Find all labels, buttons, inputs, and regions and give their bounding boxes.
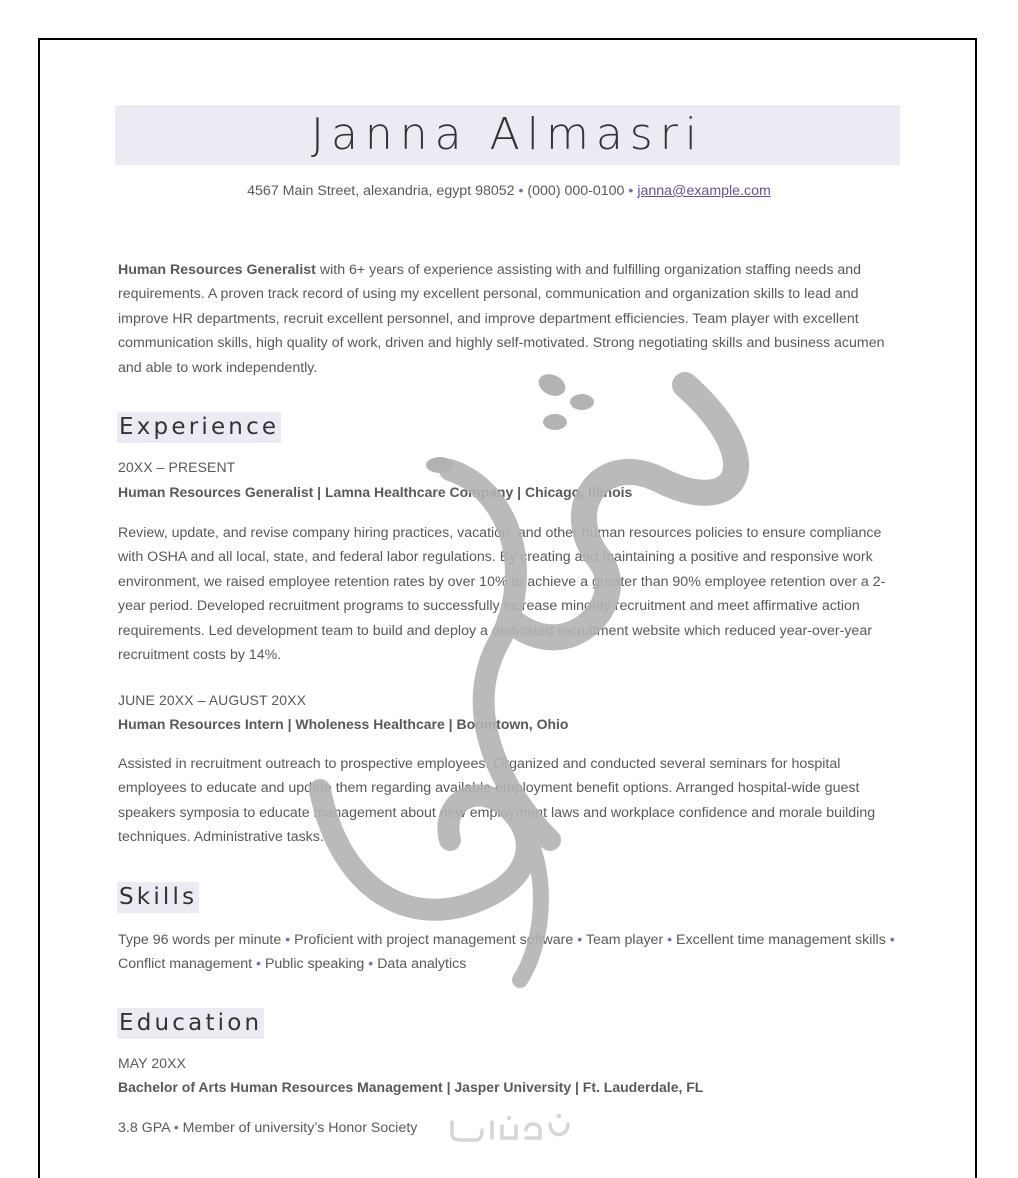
skill-item: Type 96 words per minute [118, 932, 282, 948]
resume-name: Janna Almasri [115, 105, 900, 165]
bullet-separator: • [368, 956, 374, 973]
summary-lead: Human Resources Generalist [118, 262, 316, 278]
skill-item: Excellent time management skills [676, 932, 886, 948]
skill-item: Team player [585, 932, 664, 948]
contact-line [0, 183, 1018, 199]
section-heading-experience: Experience [117, 412, 281, 443]
job-title: Human Resources Intern | Wholeness Healthcare | Boomtown, Ohio [118, 716, 569, 732]
bullet-separator: • [518, 183, 524, 199]
bullet-separator: • [577, 932, 583, 948]
bullet-separator: • [628, 183, 634, 199]
job-description: Review, update, and revise company hiring practices, vacation, and other human resources policies to ensure compliance with OSHA and all local, state, and federal labor regulations. By creating and maintaining a positive and responsive work environment, we raised employee retention rates by over 10% to achieve a greater than 90% employee retention over a 2-year period. Developed recruitment programs to successfully increase minority recruitment and meet affirmative action requirements. Led development team to build and deploy a dedicated recruitment website which reduced year-over-year recruitment costs by 14%. [118, 525, 886, 664]
contact-address: 4567 Main Street, alexandria, egypt 98052 [247, 183, 515, 199]
bullet-separator: • [173, 1120, 179, 1136]
khamsat-logo-icon [446, 1110, 576, 1144]
job-dates: 20XX – PRESENT [118, 459, 236, 475]
section-heading-skills: Skills [117, 882, 199, 913]
skill-item: Proficient with project management software [294, 932, 574, 948]
bullet-separator: • [889, 932, 895, 948]
job-dates: JUNE 20XX – AUGUST 20XX [118, 692, 307, 708]
skill-item: Data analytics [377, 956, 467, 973]
job-title: Human Resources Generalist | Lamna Healthcare Company | Chicago, Illinois [118, 484, 633, 500]
job-description: Assisted in recruitment outreach to prospective employees. Organized and conducted several seminars for hospital employees to educate and update them regarding available employment benefit options. Arranged hospital-wide guest speakers symposia to educate management about new employment laws and workplace confidence and morale building techniques. Administrative tasks. [118, 756, 876, 846]
summary-paragraph [118, 258, 900, 380]
education-detail: 3.8 GPA [118, 1120, 170, 1136]
education-degree: Bachelor of Arts Human Resources Management | Jasper University | Ft. Lauderdale, FL [118, 1079, 704, 1095]
bullet-separator: • [256, 956, 261, 973]
bullet-separator: • [667, 932, 673, 948]
skill-item: Conflict management [118, 956, 253, 973]
skill-item: Public speaking [264, 956, 365, 973]
education-date: MAY 20XX [118, 1055, 186, 1071]
contact-email-link[interactable]: janna@example.com [637, 183, 771, 199]
education-detail: Member of university’s Honor Society [182, 1120, 418, 1136]
skills-list [118, 928, 900, 977]
contact-phone: (000) 000-0100 [527, 183, 625, 199]
summary-text: with 6+ years of experience assisting with and fulfilling organization staffing needs and requirements. A proven track record of using my excellent personal, communication and organization skills to lead and improve HR departments, recruit excellent personnel, and improve department efficiencies. Team player with excellent communication skills, high quality of work, driven and highly self-motivated. Strong negotiating skills and business acumen and able to work independently. [118, 262, 885, 376]
section-heading-education: Education [117, 1008, 264, 1039]
bullet-separator: • [285, 932, 291, 948]
